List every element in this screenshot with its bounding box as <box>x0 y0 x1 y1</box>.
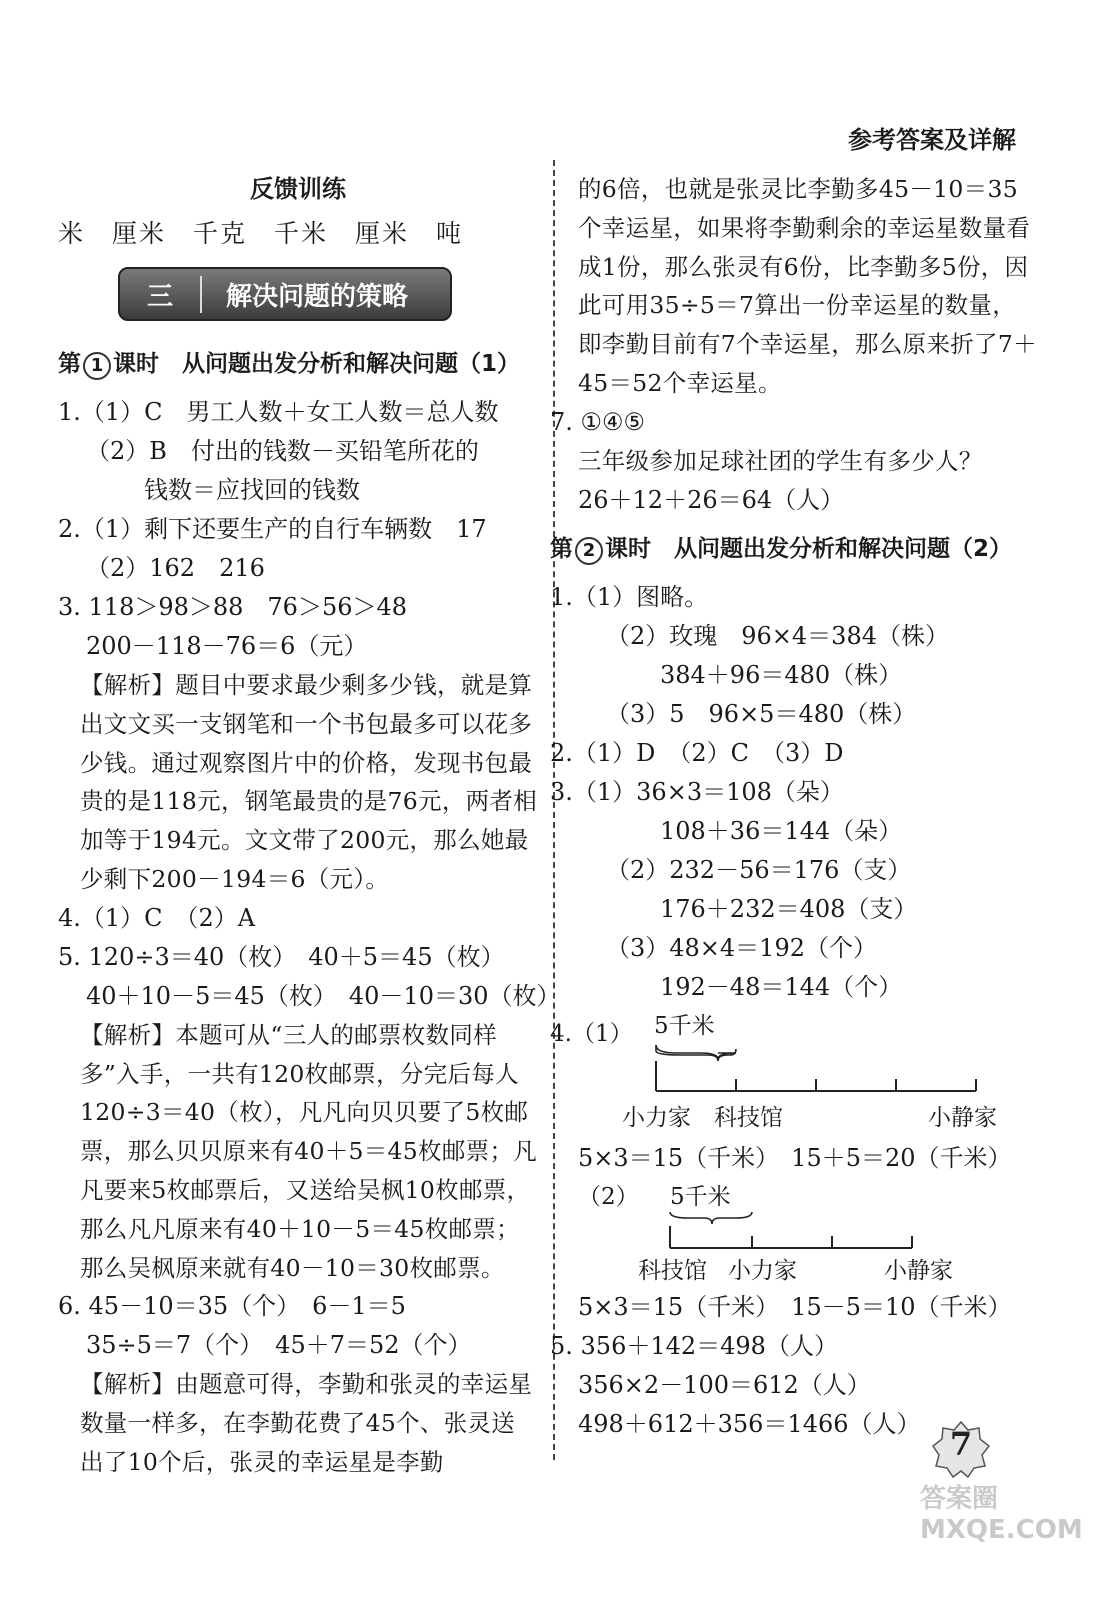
distance-diagram-1 <box>550 1007 1038 1139</box>
watermark: 答案圈 MXQE.COM <box>920 1484 1083 1545</box>
answer-line: （3）5 96×5＝480（株） <box>606 699 917 728</box>
page-header: 参考答案及详解 <box>848 126 1016 154</box>
answer-line: 200－118－76＝6（元） <box>86 632 368 660</box>
section-number: 三 <box>120 276 202 313</box>
answer-line: 2.（1）D （2）C （3）D <box>550 738 844 767</box>
lesson-number: 1 <box>83 352 111 380</box>
answer-line: 5. 120÷3＝40（枚） 40＋5＝45（枚） <box>58 942 505 971</box>
answer-line: （2）B 付出的钱数－买铅笔所花的 <box>86 437 479 465</box>
answer-line: 35÷5＝7（个） 45＋7＝52（个） <box>86 1331 472 1360</box>
place-label: 科技馆 <box>714 1104 783 1131</box>
answer-line: 192－48＝144（个） <box>660 972 903 1001</box>
right-column <box>550 170 1038 1444</box>
feedback-title: 反馈训练 <box>250 175 346 203</box>
units-answers: 米 厘米 千克 千米 厘米 吨 <box>58 219 464 248</box>
answer-line: 384＋96＝480（株） <box>660 660 903 689</box>
answer-line: （2）玫瑰 96×4＝384（株） <box>606 621 949 650</box>
q4-label: （2） <box>578 1183 639 1210</box>
answer-line: 1.（1）图略。 <box>550 582 709 611</box>
analysis-5: 【解析】本题可从“三人的邮票枚数同样多”入手，一共有120枚邮票，分完后每人120÷3＝40（枚），凡凡向贝贝要了5枚邮票，那么贝贝原来有40＋5＝45枚邮票；凡凡要来5枚邮票后，又送给吴枫10枚邮票，那么凡凡原来有40＋10－5＝45枚邮票；那么吴枫原来就有40－10＝30枚邮票。 <box>80 1020 538 1282</box>
analysis-6: 【解析】由题意可得，李勤和张灵的幸运星数量一样多，在李勤花费了45个、张灵送出了10个后，张灵的幸运星是李勤 <box>80 1370 533 1476</box>
answer-line: （2）232－56＝176（支） <box>606 855 912 884</box>
lesson-suffix: 课时 从问题出发分析和解决问题（2） <box>605 535 1013 562</box>
left-column <box>58 170 561 1482</box>
answer-line: 4.（1）C （2）A <box>58 903 256 932</box>
answer-line: 1.（1）C 男工人数＋女工人数＝总人数 <box>58 398 499 426</box>
section-banner <box>118 267 452 321</box>
answer-line: （2）162 216 <box>86 554 265 582</box>
answer-line: 40＋10－5＝45（枚） 40－10＝30（枚） <box>86 981 561 1010</box>
place-label: 小力家 <box>728 1257 797 1284</box>
answer-line: 498＋612＋356＝1466（人） <box>578 1409 921 1438</box>
answer-line: 26＋12＋26＝64（人） <box>578 485 845 514</box>
answer-line: 5×3＝15（千米） 15－5＝10（千米） <box>578 1292 1012 1321</box>
lesson-suffix: 课时 从问题出发分析和解决问题（1） <box>113 351 521 377</box>
place-label: 小静家 <box>884 1257 953 1284</box>
page-number: 7 <box>949 1425 973 1463</box>
answer-line: 176＋232＝408（支） <box>660 894 918 923</box>
answer-line: 6. 45－10＝35（个） 6－1＝5 <box>58 1292 406 1321</box>
place-label: 科技馆 <box>638 1257 707 1284</box>
q4-label: 4.（1） <box>550 1020 633 1047</box>
lesson-number: 2 <box>575 537 603 565</box>
answer-line: 108＋36＝144（朵） <box>660 816 903 845</box>
analysis-3: 【解析】题目中要求最少剩多少钱，就是算出文文买一支钢笔和一个书包最多可以花多少钱。通过观察图片中的价格，发现书包最贵的是118元，钢笔最贵的是76元，两者相加等于194元。文文带了200元，那么她最少剩下200－194＝6（元）。 <box>80 671 538 893</box>
lesson-prefix: 第 <box>550 535 573 562</box>
answer-line: 356×2－100＝612（人） <box>578 1370 871 1399</box>
answer-line: 7. ①④⑤ <box>550 407 646 436</box>
answer-line: 5. 356＋142＝498（人） <box>550 1331 838 1360</box>
answer-line: 5×3＝15（千米） 15＋5＝20（千米） <box>578 1143 1012 1172</box>
answer-line: 3.（1）36×3＝108（朵） <box>550 777 844 806</box>
section-title: 解决问题的策略 <box>226 281 409 312</box>
segment-label: 5千米 <box>670 1183 731 1210</box>
analysis-6-continued: 的6倍，也就是张灵比李勤多45－10＝35个幸运星，如果将李勤剩余的幸运星数量看成1份，那么张灵有6份，比李勤多5份，因此可用35÷5＝7算出一份幸运星的数量，即李勤目前有7个幸运星，那么原来折了7＋45＝52个幸运星。 <box>578 175 1037 397</box>
segment-label: 5千米 <box>654 1012 715 1039</box>
place-label: 小静家 <box>928 1104 997 1131</box>
answer-line: 3. 118＞98＞88 76＞56＞48 <box>58 593 408 621</box>
place-label: 小力家 <box>622 1104 691 1131</box>
lesson-2-title <box>550 520 1038 578</box>
question-7: 三年级参加足球社团的学生有多少人？ <box>578 446 983 475</box>
answer-line: 2.（1）剩下还要生产的自行车辆数 17 <box>58 515 487 543</box>
lesson-1-title <box>58 335 538 393</box>
answer-line: 钱数＝应找回的钱数 <box>144 476 360 504</box>
distance-diagram-2 <box>578 1178 1038 1288</box>
lesson-prefix: 第 <box>58 351 81 377</box>
answer-line: （3）48×4＝192（个） <box>606 933 877 962</box>
